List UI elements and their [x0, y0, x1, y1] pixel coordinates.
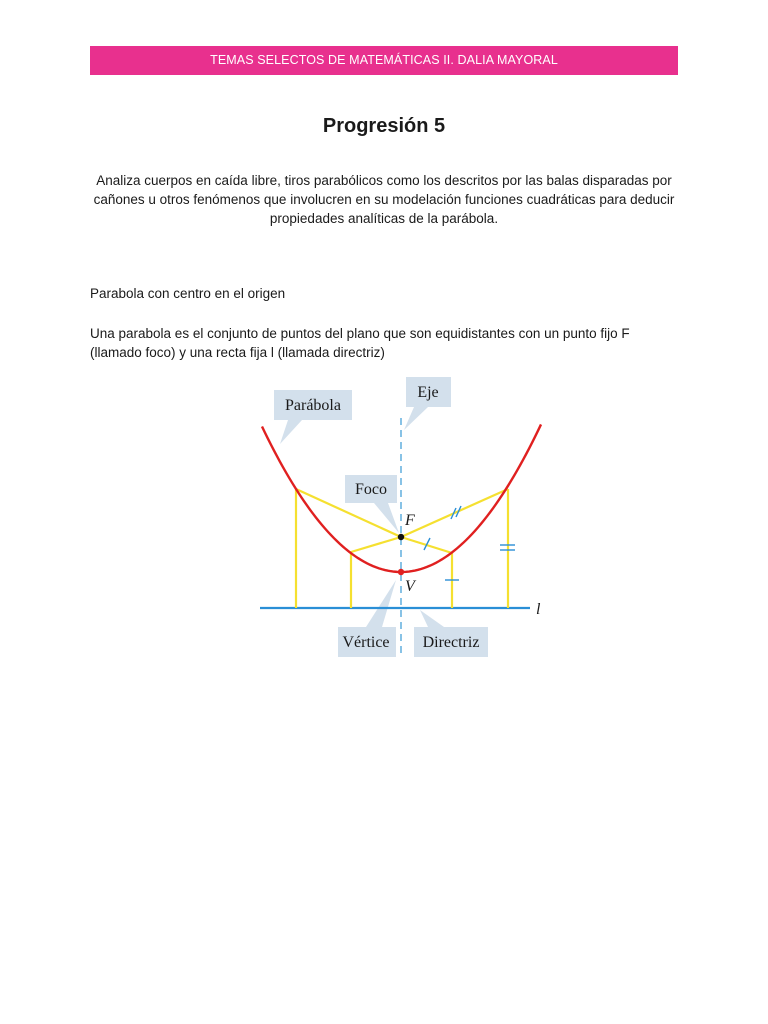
section-subheading: Parabola con centro en el origen: [90, 286, 286, 301]
label-axis: Eje: [417, 384, 439, 401]
label-focus: Foco: [355, 481, 387, 498]
label-vertex-point: V: [405, 578, 415, 595]
callout-parabola: [274, 390, 352, 444]
vertex-point: [398, 569, 404, 575]
callout-vertex: [338, 580, 396, 657]
callout-directrix: [414, 610, 488, 657]
segment-left-inner-to-focus: [351, 537, 401, 552]
definition-paragraph: Una parabola es el conjunto de puntos del plano que son equidistantes con un punto fijo F (llamado foco) y una recta fija l (llamada directriz): [90, 326, 630, 360]
segment-right-outer-to-focus: [401, 489, 508, 537]
label-directrix: Directriz: [422, 634, 480, 651]
label-directrix-name: l: [536, 601, 541, 618]
label-parabola: Parábola: [285, 397, 341, 414]
callout-axis: [404, 377, 451, 430]
page-title: Progresión 5: [322, 115, 446, 137]
distance-segments: [296, 489, 508, 608]
equality-ticks: [424, 506, 515, 580]
intro-paragraph: Analiza cuerpos en caída libre, tiros parabólicos como los descritos por las balas disparadas por cañones u otros fenómenos que involucren en su modelación funciones cuadráticas para deducir propiedades analíticas de la parábola.: [93, 173, 675, 226]
label-vertex: Vértice: [342, 634, 390, 651]
label-focus-point: F: [405, 512, 415, 529]
focus-point: [398, 534, 404, 540]
header-text: TEMAS SELECTOS DE MATEMÁTICAS II. DALIA MAYORAL: [210, 53, 558, 67]
